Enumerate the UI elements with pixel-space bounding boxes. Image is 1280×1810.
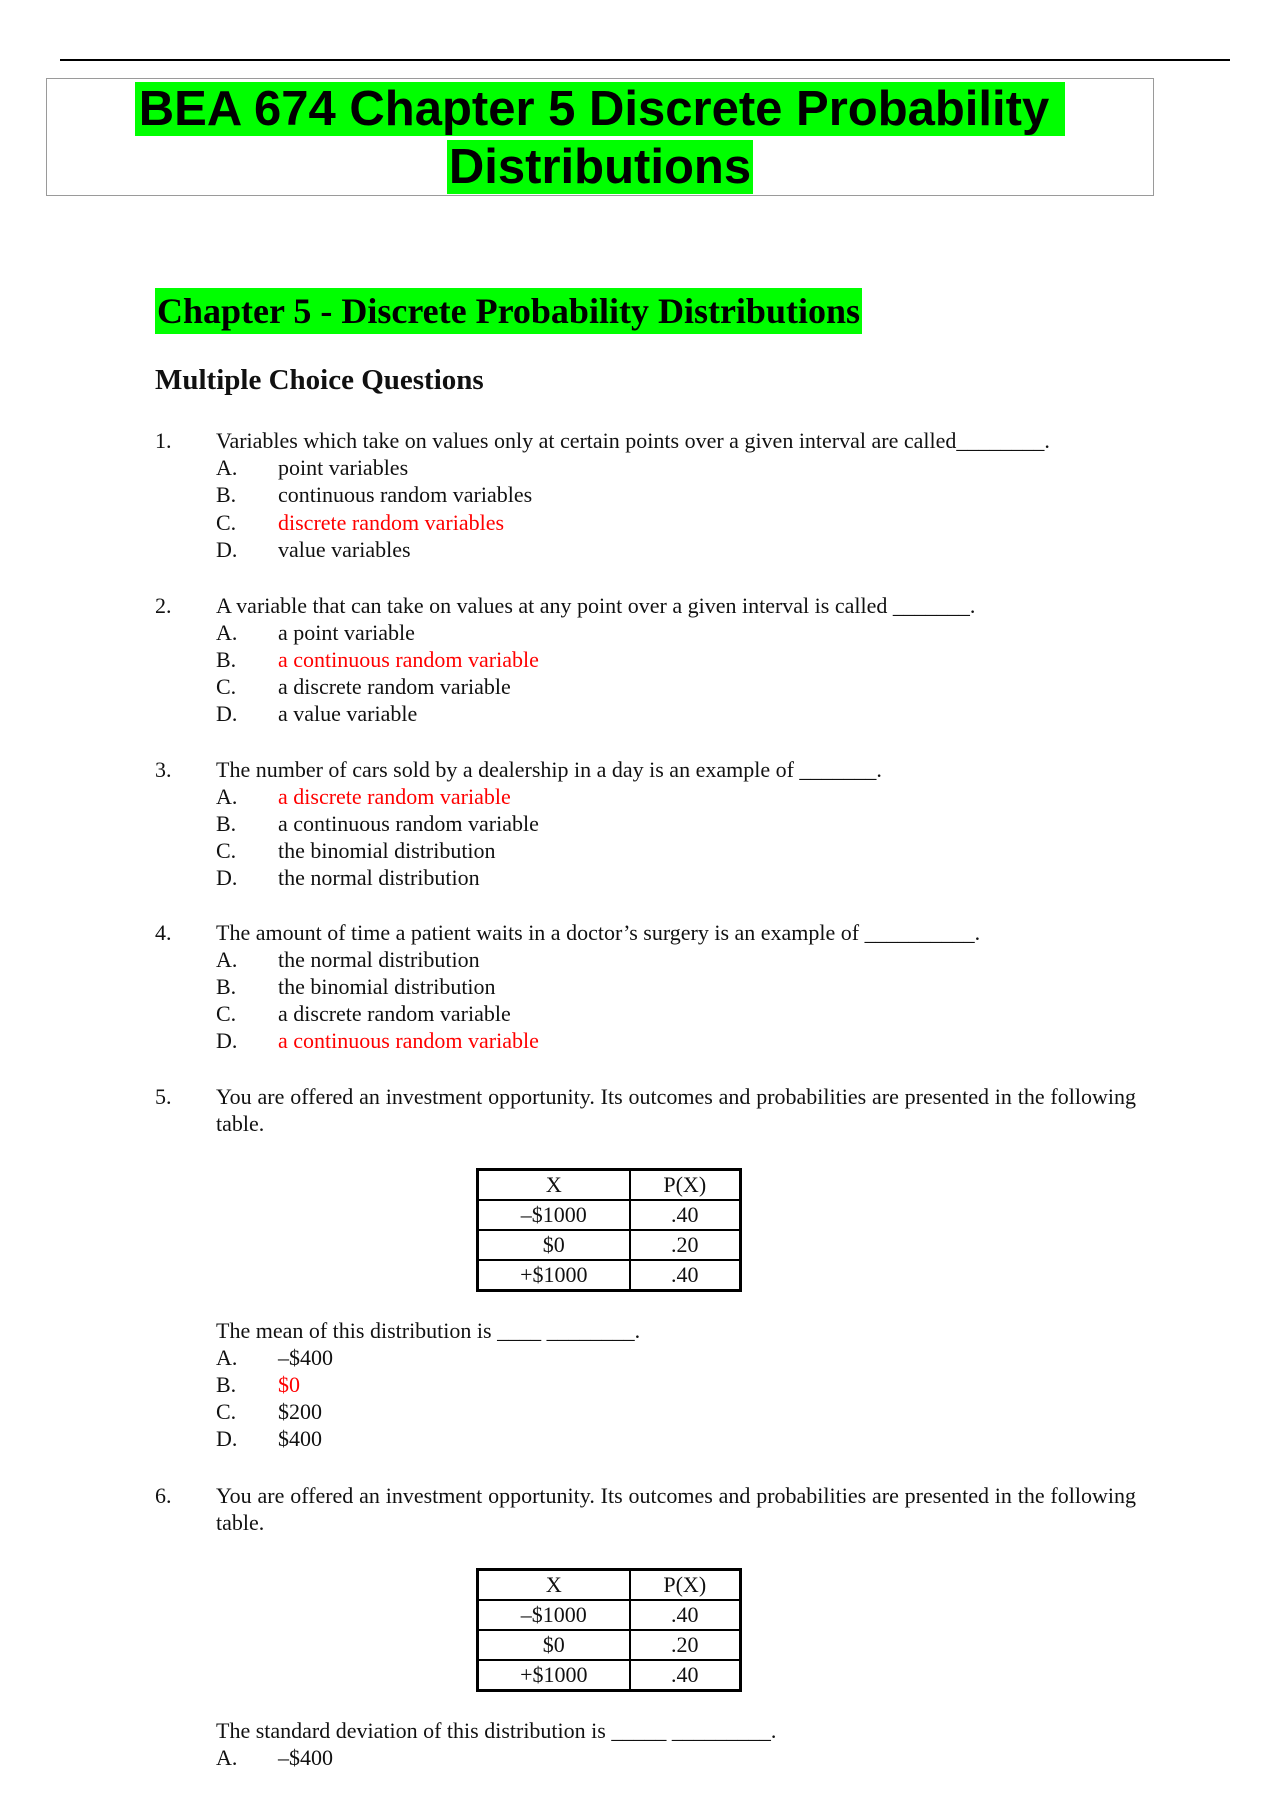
question-number: 5. xyxy=(155,1084,172,1109)
title-box xyxy=(46,78,1154,196)
table-header-cell: X xyxy=(478,1170,630,1201)
table-header-cell: P(X) xyxy=(630,1570,741,1601)
question-text: The number of cars sold by a dealership in a day is an example of _______. xyxy=(216,757,882,782)
table-cell: .20 xyxy=(630,1630,741,1660)
question-text: Variables which take on values only at certain points over a given interval are called________. xyxy=(216,428,1050,453)
option-letter: C. xyxy=(216,838,237,863)
option-letter: D. xyxy=(216,701,238,726)
table-cell: $0 xyxy=(478,1230,630,1260)
question-followup: The mean of this distribution is ____ ________. xyxy=(216,1318,641,1343)
option-letter: A. xyxy=(216,784,238,809)
table-row xyxy=(478,1660,741,1691)
option-text: value variables xyxy=(278,537,411,562)
question-text: You are offered an investment opportunity. Its outcomes and probabilities are presented in the following table. xyxy=(216,1084,1136,1136)
option-letter: B. xyxy=(216,482,237,507)
option-letter: A. xyxy=(216,455,238,480)
option-letter: B. xyxy=(216,811,237,836)
title-line-1: BEA 674 Chapter 5 Discrete Probability xyxy=(47,81,1153,137)
question-text: The amount of time a patient waits in a doctor’s surgery is an example of __________. xyxy=(216,920,981,945)
option-text: –$400 xyxy=(278,1745,333,1770)
table-header-cell: P(X) xyxy=(630,1170,741,1201)
table-cell: +$1000 xyxy=(478,1660,630,1691)
table-cell: .40 xyxy=(630,1660,741,1691)
question-number: 1. xyxy=(155,428,172,453)
question-number: 3. xyxy=(155,757,172,782)
top-rule xyxy=(60,59,1230,61)
table-cell: –$1000 xyxy=(478,1200,630,1230)
option-letter: A. xyxy=(216,947,238,972)
option-text: a point variable xyxy=(278,620,415,645)
correct-answer-text: $0 xyxy=(278,1372,300,1397)
option-letter: C. xyxy=(216,510,237,535)
option-letter: A. xyxy=(216,620,238,645)
table-cell: +$1000 xyxy=(478,1260,630,1291)
option-text: continuous random variables xyxy=(278,482,533,507)
option-text: the normal distribution xyxy=(278,947,480,972)
correct-answer-text: discrete random variables xyxy=(278,510,505,535)
table-row xyxy=(478,1230,741,1260)
question-number: 4. xyxy=(155,920,172,945)
option-letter: D. xyxy=(216,865,238,890)
option-text: a continuous random variable xyxy=(278,811,539,836)
option-text: the normal distribution xyxy=(278,865,480,890)
table-cell: .20 xyxy=(630,1230,741,1260)
table-row xyxy=(478,1600,741,1630)
table-row xyxy=(478,1200,741,1230)
option-letter: D. xyxy=(216,1426,238,1451)
correct-answer-text: a continuous random variable xyxy=(278,647,539,672)
option-text: the binomial distribution xyxy=(278,974,496,999)
option-letter: A. xyxy=(216,1745,238,1770)
question-number: 2. xyxy=(155,593,172,618)
option-letter: C. xyxy=(216,1399,237,1424)
table-cell: –$1000 xyxy=(478,1600,630,1630)
option-text: a value variable xyxy=(278,701,418,726)
option-letter: B. xyxy=(216,974,237,999)
option-letter: A. xyxy=(216,1345,238,1370)
option-text: the binomial distribution xyxy=(278,838,496,863)
section-heading: Multiple Choice Questions xyxy=(155,364,484,396)
table-row xyxy=(478,1630,741,1660)
option-letter: B. xyxy=(216,647,237,672)
option-text: –$400 xyxy=(278,1345,333,1370)
chapter-heading: Chapter 5 - Discrete Probability Distributions xyxy=(155,288,862,334)
option-letter: D. xyxy=(216,1028,238,1053)
correct-answer-text: a continuous random variable xyxy=(278,1028,539,1053)
option-text: a discrete random variable xyxy=(278,674,511,699)
probability-table xyxy=(476,1168,742,1292)
question-text: A variable that can take on values at any point over a given interval is called _______. xyxy=(216,593,976,618)
table-cell: .40 xyxy=(630,1200,741,1230)
option-letter: C. xyxy=(216,1001,237,1026)
table-row xyxy=(478,1260,741,1291)
table-cell: .40 xyxy=(630,1600,741,1630)
option-letter: B. xyxy=(216,1372,237,1397)
table-cell: .40 xyxy=(630,1260,741,1291)
option-text: a discrete random variable xyxy=(278,1001,511,1026)
option-letter: C. xyxy=(216,674,237,699)
table-cell: $0 xyxy=(478,1630,630,1660)
option-text: $400 xyxy=(278,1426,322,1451)
table-header-row xyxy=(478,1170,741,1201)
option-text: $200 xyxy=(278,1399,322,1424)
option-letter: D. xyxy=(216,537,238,562)
question-followup: The standard deviation of this distribution is _____ _________. xyxy=(216,1718,777,1743)
correct-answer-text: a discrete random variable xyxy=(278,784,511,809)
title-line-2: Distributions xyxy=(448,140,752,194)
question-number: 6. xyxy=(155,1483,172,1508)
question-text: You are offered an investment opportunity. Its outcomes and probabilities are presented in the following table. xyxy=(216,1483,1136,1535)
table-header-cell: X xyxy=(478,1570,630,1601)
table-header-row xyxy=(478,1570,741,1601)
option-text: point variables xyxy=(278,455,409,480)
probability-table xyxy=(476,1568,742,1692)
